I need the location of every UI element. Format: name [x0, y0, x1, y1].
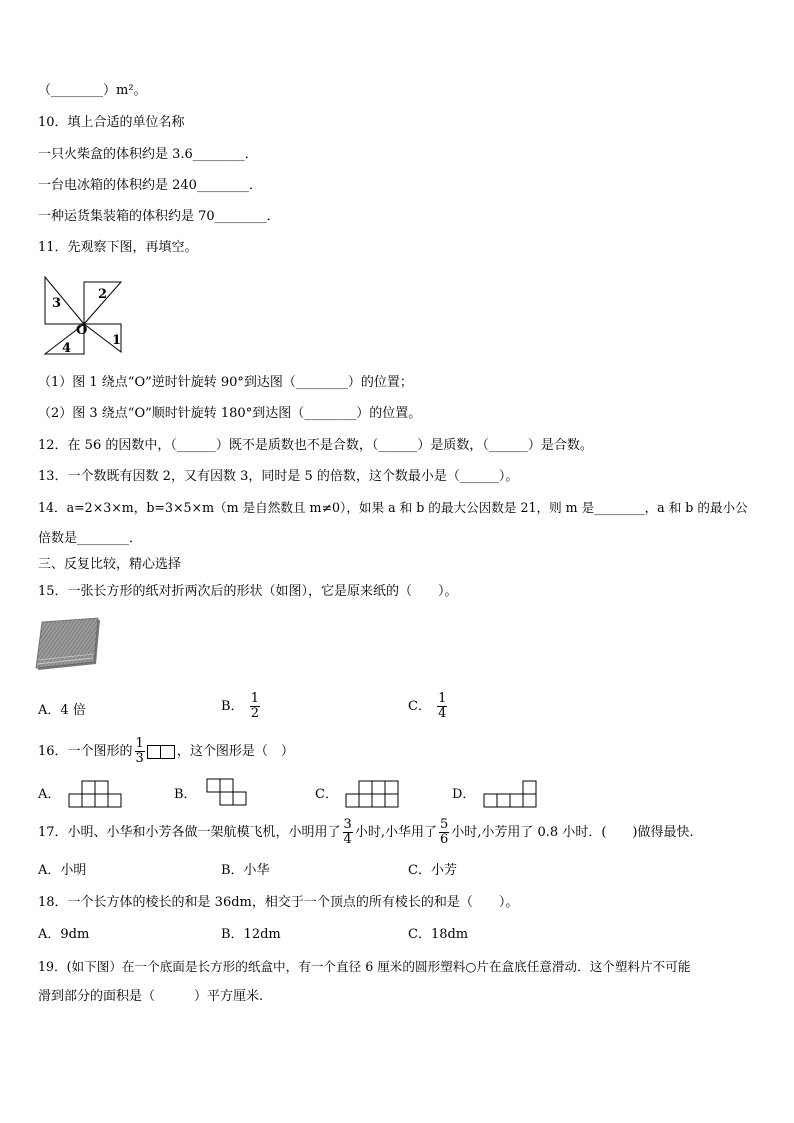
fraction-numerator: 1	[135, 736, 144, 751]
question-14-line-1: 14．a=2×3×m，b=3×5×m（m 是自然数且 m≠0），如果 a 和 b 的最大公因数是 21，则 m 是________，a 和 b 的最小公	[38, 500, 748, 515]
question-17-fraction-1	[343, 818, 353, 847]
question-19-line-1: 19．(如下图）在一个底面是长方形的纸盒中，有一个直径 6 厘米的圆形塑料○片在盒底任意滑动．这个塑料片不可能	[38, 959, 691, 974]
question-17-text-end: 小时,小芳用了 0.8 小时．( )做得最快.	[451, 825, 694, 840]
question-17-text-start: 17．小明、小华和小芳各做一架航模飞机，小明用了	[38, 825, 341, 840]
question-15: 15．一张长方形的纸对折两次后的形状（如图），它是原来纸的（ ）。	[38, 584, 458, 599]
question-18: 18．一个长方体的棱长的和是 36dm，相交于一个顶点的所有棱长的和是（ ）。	[38, 895, 519, 910]
question-11-title: 11．先观察下图，再填空。	[38, 240, 198, 255]
figure-label-4: 4	[62, 341, 72, 356]
figure-label-1: 1	[112, 333, 122, 348]
question-10-title: 10．填上合适的单位名称	[38, 115, 185, 130]
fraction-numerator: 5	[439, 817, 449, 832]
fraction-denominator: 2	[250, 706, 259, 721]
q15-option-c-fraction	[437, 692, 447, 721]
q16-option-d: D．	[452, 787, 476, 802]
question-10-item-a: 一只火柴盒的体积约是 3.6________．	[38, 147, 258, 162]
q16-option-b-shape	[206, 778, 250, 808]
question-17-text-middle: 小时,小华用了	[354, 825, 437, 840]
q16-option-b: B．	[174, 787, 197, 802]
question-17-fraction-2	[439, 818, 449, 847]
q16-option-d-shape	[483, 780, 541, 808]
question-16-fraction	[135, 737, 145, 766]
fraction-denominator: 4	[343, 832, 352, 847]
q17-option-b: B．小华	[221, 863, 270, 878]
fraction-denominator: 3	[135, 751, 144, 766]
question-10-item-b: 一台电冰箱的体积约是 240________．	[38, 178, 262, 193]
question-14-line-2: 倍数是________．	[38, 531, 143, 546]
q16-option-c-shape	[345, 780, 403, 808]
blank-answer-line: （________）m²。	[38, 83, 147, 98]
q18-option-c: C．18dm	[408, 927, 469, 942]
q18-option-b: B．12dm	[221, 927, 281, 942]
figure-center-o: O	[76, 323, 88, 338]
q16-option-c: C．	[315, 787, 338, 802]
q15-option-c	[408, 692, 449, 721]
question-13: 13．一个数既有因数 2，又有因数 3，同时是 5 的倍数，这个数最小是（______）。	[38, 469, 519, 484]
figure-label-3: 3	[52, 296, 62, 311]
folded-paper-image	[36, 618, 102, 674]
question-19-line-2: 滑到部分的面积是（ ）平方厘米.	[38, 989, 264, 1004]
figure-label-2: 2	[98, 287, 108, 302]
q15-option-b	[221, 692, 262, 721]
question-11-part-1: （1）图 1 绕点“O”逆时针旋转 90°到达图（________）的位置；	[38, 375, 413, 390]
question-16-text-end: ，这个图形是（ ）	[176, 744, 294, 759]
fraction-denominator: 6	[439, 832, 449, 847]
fraction-numerator: 1	[438, 691, 447, 706]
question-17	[38, 818, 694, 847]
q15-option-c-label: C．	[408, 699, 431, 714]
q15-option-b-label: B．	[221, 699, 244, 714]
section-3-heading: 三、反复比较，精心选择	[38, 557, 182, 572]
fraction-denominator: 4	[438, 706, 447, 721]
q18-option-a: A．9dm	[38, 927, 90, 942]
fraction-numerator: 3	[343, 817, 352, 832]
pinwheel-figure	[40, 272, 130, 362]
q17-option-a: A．小明	[38, 863, 87, 878]
two-square-shape	[147, 745, 175, 759]
question-12: 12．在 56 的因数中，（______）既不是质数也不是合数，（______）是质数，（______）是合数。	[38, 438, 593, 453]
q15-option-a: A．4 倍	[38, 703, 86, 718]
q16-option-a-shape	[68, 780, 124, 808]
question-10-item-c: 一种运货集装箱的体积约是 70________．	[38, 209, 280, 224]
q16-option-a: A．	[38, 787, 61, 802]
q15-option-b-fraction	[250, 692, 260, 721]
question-16-text-start: 16．一个图形的	[38, 744, 133, 759]
question-11-part-2: （2）图 3 绕点“O”顺时针旋转 180°到达图（________）的位置。	[38, 406, 422, 421]
question-16	[38, 737, 294, 766]
q17-option-c: C．小芳	[408, 863, 457, 878]
fraction-numerator: 1	[250, 691, 259, 706]
